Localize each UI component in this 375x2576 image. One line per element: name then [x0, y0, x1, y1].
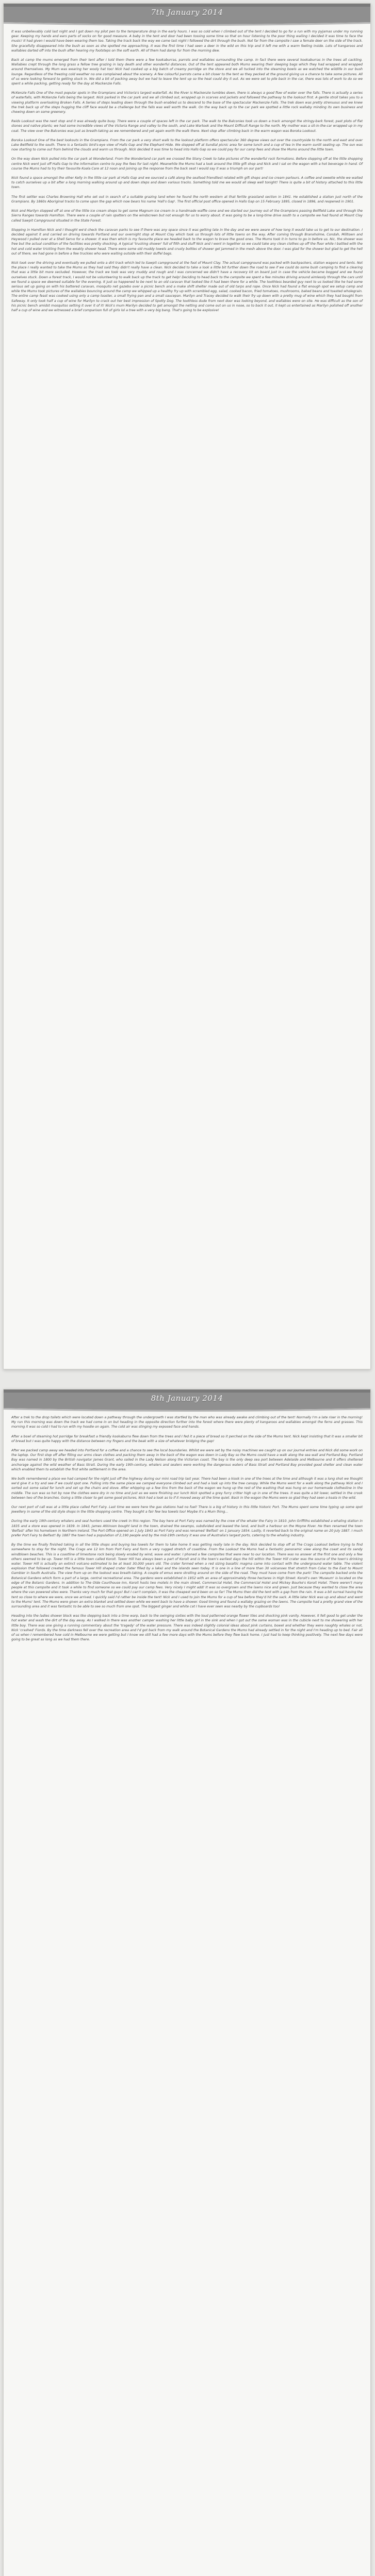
journal-paragraph: Boroka Lookout One of the best lookouts in the Grampians. From the car park a very short walk to the lookout platform offers spectacular 360 degree views out over the countryside to the north and east and over Lake Bellfield to the south. There is a fantastic bird's-eye view of Halls Gap and the Elephant Hide. We stopped off at Sundial picnic area for some lunch and a cup of tea in the warm sunlit seating up. The sun was now starting to come out from behind the clouds and warm us through. Nick decided it was time to head into Halls Gap so we could pay for our camp fees and show the Mums around the little town.: [11, 138, 363, 152]
journal-paragraph: We both remembered a place we had camped for the night just off the highway during our mini road trip last year. There had been a kiosk in one of the trees at the time and although it was a long shot we thought we'd give it a try and see if we could spot one. Pulling into the same place we camped everyone climbed out and had a look up into the tree canopy. While the Mums went for a walk along the pathway Nick and I sorted out some salad for lunch and set up the chairs and stove. After whipping up a few tins from the back of the wagon we hung up the rest of the washing that was hung on our homemade clothesline in the middle. The sun was so hot by now the clothes were dry in no time and just as we were finishing our lunch Nick spotted a grey furry critter high up in one of the trees. It was quite a bit lower, settled in the crook between two of the branches. Going a little closer to get some good pictures, Nick had a look as to if it moved away all the time quiet. Back in the wagon the Mums were so glad they had seen a koala in the wild.: [11, 1477, 363, 1500]
date-banner: [4, 4, 370, 26]
journal-paragraph: Nick took over the driving and eventually we pulled onto a dirt track which led to Sawpit campground at the foot of Mount Clay. The actual campground was packed with backpackers, station wagons and tents. Not the place I really wanted to take the Mums as they had said they didn't really have a clean. Nick decided to take a look a little bit further down the road to see if we could do some bush camping to find a clearing that was a little bit more secluded. However, the track we took was very muddy and rough and I was concerned we didn't have a recovery kit on board just in case the vehicle became bogged and we found ourselves stuck. Down a forest track, I would not be volunteering to walk back up the track to get help! Deciding to head back to the campsite we spent a few minutes driving around aimlessly through the cars until we found a space we deemed suitable for the evening. It just so happened to be next to an old caravan that looked like it had been there for a while. The toothless bearded guy next to us looked like he had some serious set up going on with his battered caravan, mosquito net gazebo over a picnic bench and a make shift shelter made out of old tarps and rope. Once Nick had found a flat enough spot we setup camp and while the Mums took pictures of the wallabies bouncing around the camp we whipped up a healthy fry up with scrambled egg, salad, cooked bacon, fried tomatoes, mushrooms, baked beans and toasted wholegrain. The entire camp feast was cooked using only a camp toaster, a small frying pan and a small saucepan. Marilyn and Tracey decided to walk their fry up down with a pretty mug of wine which they had bought from Safeway. It only took half a cup of wine for Marilyn to crack out her best impression of Spotty Dog. The toothless dude from next door was looking beyond, and wallabies were on site. He was difficult as the son of his picnic bench amidst mosquitos setting it over it of it! Nick's mum Marilyn decided to get amongst the netting and come out on us in nooe, so to back it out, it kept us entertained as Marilyn polished off another half a cup of wine and we witnessed a brief comparison full of girls lol a tree with a very big bang. That's going to be explosive!: [11, 261, 363, 312]
date-banner: [4, 1389, 370, 1412]
journal-paragraph: McKenzie Falls One of the most popular spots in the Grampians and Victoria's largest waterfall. As the River is Mackenzie tumbles down, there is always a good flow of water over the falls. There is actually a series of waterfalls, with McKenzie Falls being the largest. Nick parked in the car park and we all climbed out, wrapped up in scarves and jackets and followed the pathway to the lookout first. A gentle stroll takes you to a viewing platform overlooking Broken Falls. A Series of steps leading down through the bush enabled us to descend to the base of the spectacular Mackenzie Falls. The trek down was pretty strenuous and we knew the trek back up of the steps hugging the cliff face would be a challenge but the falls was well worth the walk. On the way back up to the car park we spotted a little rock wallaby minding its own business and chewing down on some greenery.: [11, 91, 363, 114]
journal-paragraph: Reids Lookout was the next stop and it was already quite busy. There were a couple of spaces left in the car park. The walk to the Balconies took us down a track amongst the stringy-bark forest, past plots of flat stones and native plants; we had some incredible views of the Victoria Range and valley to the south, and Lake Wartook and the Mount Difficult Range to the north. My mother was a sit-in-the-car wrapped up in my coat. The view over the Balconies was just as breath-taking as we remembered and yet again worth the walk there. Next stop after climbing back in the warm wagon was Boroka Lookout.: [11, 120, 363, 133]
journal-paragraph: It was unbelievably cold last night and I got down my pilot pen to the temperature drop in the early hours. I was so cold when I climbed out of the tent I decided to go for a run with my pyjamas under my running gear. Keeping my hands and ears parts of socks on for good measure. A baby in the tent and door had been tossing some time so that on hour listening to the poor thing wailing I decided it was time to face the music! It had given I would have been wearing them too. Taking the track back the way we came last night I followed the dirt through the bush. Not far from the campsite I saw a female deer on the side of the track. She gracefully disappeared into the bush as soon as she spotted me approaching. It was the first time I had seen a deer in the wild on this trip and it left me with a warm feeling inside. Lots of kangaroos and wallabies darted off into the bush after hearing my footsteps on the soft earth. All of them had damp fur from the morning dew.: [11, 30, 363, 53]
journal-paragraph: During the early 19th-century whalers and seal hunters used the creek in this region. The bay here at Port Fairy was named by the crew of the whaler the Fairy in 1810. John Griffiths established a whaling station in 1835 and a store was opened in 1839. In 1843, James Atkinson bought land in the town, drained the swamps, subdivided and leased the land, and built a harbour on the Moyne River. He then renamed the town 'Belfast' after his hometown in Northern Ireland. The Port Office opened on 1 July 1843 as Port Fairy and was renamed 'Belfast' on 1 January 1854. Lastly, it reverted back to the original name on 20 July 1887. I much prefer Port Fairy to Belfast! By 1887 the town had a population of 2,190 people and by the mid-19th century it was one of Australia's largest ports, catering to the whaling industry.: [11, 1519, 363, 1538]
journal-paragraph: The first settler was Charles Browning Hall who set out in search of a suitable grazing land when he found the north western at that fertile grassland section in 1841. He established a station just north of the Grampians. By 1860s Aboriginal tracks to come upon the gap which now bears his name 'Hall's Gap'. The first official post office opened in Halls Gap on 15 February 1895, closed in 1896, and reopened in 1901.: [11, 195, 363, 204]
journal-paragraph: Back at camp the mums emerged from their tent after I told them there were a few kookaburras, parrots and wallabies surrounding the camp. In fact there were several kookaburras in the trees all cackling. Wallabies crept through the long grass a fellow tree grazing in lazy death and other wonderful distances. Out of the tent appeared both Mums wearing their sleeping bags which they had wrapped and wrapped around themselves. My Mum was wearing her wooly hat too! Nick had cooked up a big batch of creamy porridge on the stove and we all tucked into the steaming bowls as we watched the wildlife in our bush lounge. Regardless of the freezing cold weather no one complained about the scenery. A few colourful parrots came a bit closer to the tent as they pecked at the ground giving us a chance to take some pictures. All of us were looking forward to getting stuck in. We did a bit of packing away but we had to leave the tent up so the heat could dry it out. As we were set to pile back in the car, there was lots of work to do so we spent a while packing, getting ready for the day at Mackenzie Falls.: [11, 58, 363, 86]
journal-page-1: [3, 3, 371, 1369]
journal-body: [11, 29, 363, 317]
page-date-title: 8th January 2014: [151, 1394, 223, 1403]
journal-paragraph: After we packed camp away we headed into Portland for a coffee and a chance to see the local boundaries. Whilst we were set by the noisy machines we caught up on our journal entries and Nick did some work on the laptop. Our first stop off after filling our arms clean clothes and packing them away in the back of the wagon was down in Lady Bay so the Mums could have a walk along the sea wall and Portland Bay. Portland Bay was named in 1800 by the British navigator James Grant, who sailed in the Lady Nelson along the Victorian coast. The bay is the only deep sea port between Adelaide and Melbourne and it offers sheltered anchorage against the wild weather of Bass Strait. During the early 19th-century, whalers and sealers were working the dangerous waters of Bass Strait and Portland Bay provided good shelter and clean water which enabled them to establish the first white settlement in the area.: [11, 1449, 363, 1471]
page-date-title: 7th January 2014: [151, 8, 223, 17]
journal-page-2: [3, 1389, 371, 2576]
journal-paragraph: After a trek to the drop toilets which were located down a pathway through the undergrowth I was startled by the man who was already awake and climbing out of the tent! Normally I'm a late riser in the morning! My run this morning was down the track we had come in on but heading in the opposite direction further into the forest where there were plenty of kangaroos and wallabies amongst the ferns and grasses. This morning it was so cold I had to run with my hoodie on again. The cold air was stinging my exposed face and hands.: [11, 1416, 363, 1429]
journal-paragraph: Nick found a space amongst the other Kelly in the little car park at Halls Gap and we sourced a café along the seafood friendliest related with gift shops and ice cream parlours. A coffee and sweetie while we waited to catch ourselves up a bit after a long morning walking around up and down steps and down various tracks. Something told me we would all sleep well tonight! There is quite a bit of history attached to this little town.: [11, 176, 363, 190]
journal-paragraph: Our next port of call was at a little place called Port Fairy. Last time we were here the gas stations had no fuel! There is a big of history in this little historic Port. The Mums spent some time typing up some spot jewellery in some of the old style shops in the little shopping centre. They bought a fair few tea towels too! Maybe it's a Mum thing...: [11, 1505, 363, 1514]
journal-paragraph: Stopping in Hamilton Nick and I thought we'd check the caravan parks to see if there was any space since it was getting late in the day and we were aware of how long it would take us to get to our destination. I decided against it and carried on driving towards Portland and our overnight stop at Mount Clay which took us through lots of little towns on the way. After coming through Branxholme, Condah, Milltown and Heywood I pulled over at a Shell Servo for a shower. It was then which is my favourite place we headed back to the wagon to brave the good ones. The Mums took it in turns to go in before us. Nic, the shower was free but the actual condition of the facilities was pretty shocking. A typical 'trucking shower' full of filth and stuff Nick and I went in together so we could take any clean clothes up off the floor while I battled with the hot and cold water trickling from the weakly shower head. There were some old muddy towels and crusty bottles of shower gel jammed in the mesh above the door. I was glad for the shower but glad to get the hell out of there, we had gone in before a few truckies who were waiting outside with their duffel bags.: [11, 228, 363, 256]
journal-paragraph: By the time we finally finished taking in all the little shops and buying tea towels for them to take home it was getting really late in the day. Nick decided to stop off at The Crags Lookout before trying to find somewhere to stay for the night. The Crags are 12 km from Port Fairy and form a very rugged stretch of coastline. From the Lookout the Mums had a fantastic panoramic view along the coast and its sandy windblown beaches. This is a coastline of limestone rock being slowly eroded by wind, wave and water. I phoned a few campsites that were near to our location. There was no answer at the first one and only a few others seemed to be up. Tower Hill is a little town called Koroit. Tower Hill has always been a part of Koroit and is the town's earliest days the hill within the Tower Hill crater was the source of the town's drinking water. Tower Hill is actually an extinct volcano estimated to be at least 30,000 years old. The crater formed when a red sizing basaltic magma came into contact with the underground water table. The violent explosion that followed created the famous Tower Hill shaped crater (later filled by a lake) and the islands seen today. It is one in a line of more than 30 volcanoes that stretch from Colac to the East to Mount Gambier in South Australia. The view from up on the lookout was breath-taking. A couple of emus were strolling around on the side of the road. They must have come from the park! The campsite backed onto the Botanical Gardens which form a part of a large, central recreational area. The gardens were established in 1852 with an area of approximately three hectares in High Street. Koroit's own 'Museum' is located on the edge of the Botanic Gardens. In addition to The Olde Courthouse Inn, Koroit hosts two motels in the main street, Commercial Hotel, the Commercial Hotel and Mickey Bourke's Koroit Hotel. There weren't many people at this campsite and it took a while to find someone so we could pay our camp fees. Very nicely I might add! It was so overgrown and the lawns nice and green. Just because they wanted to close the area where the van powered sites were. Thanks very much for that guys! But I can't complain, it was the cheapest we'd been on so far! The Mums then did the tent with a gap from the rain. It was a bit surreal having the tent so close to where we were, once we arrived. I quickly said I'd rather be inside the tent! Nick and I used to join the Mums for a cup of tea before they'd hit the sack. A little later Nick was up and about and went to the Mums' tent. The Mums were given an extra blanket and settled down while we went back to have a shower. Good timing and found a wallaby grazing on the lawns. The campsite had a pretty grand view of the surrounding area and it was fantastic to be able to see so much from one spot. The biggest ginger and white cat I have ever seen was nearby by the cupboards too!: [11, 1543, 363, 1608]
journal-paragraph: On the way down Nick pulled into the car park at Wonderland. From the Wonderland car park we crossed the Stony Creek to take pictures of the wonderful rock formations. Before stopping off at the little shopping centre Nick went just off Halls Gap to the information centre to pay the fees for last night. Meanwhile the Mums had a look around the little gift shop and Nick and I sat on the wagon with a hot beverage in hand. Of course the Mums had to try their favourite Koala Care at 12 noon and joining up the response from the back seat I would say it was a triumph on our part!: [11, 157, 363, 171]
journal-paragraph: After a bowl of steaming hot porridge for breakfast a friendly kookaburra flew down from the trees and I fed it a piece of bread so it perched on the side of the Mums tent. Nick kept insisting that it was a smaller bit of bread but I was quite happy with the distance between my fingers and the beak with a size of whatever bridging the gap!: [11, 1434, 363, 1443]
journal-body: [11, 1415, 363, 1647]
journal-paragraph: Nick and Marilyn stopped off at one of the little ice cream shops to get some Magnum ice cream in a handmade waffle cone and we started our journey out of the Grampians passing Bellfield Lake and through the Sierra Ranges towards Hamilton. There were a couple of rain spatters on the windscreen but not enough for us to worry about. It was going to be a long-time drive south to a campsite we had found at Mount Clay called Sawpit Campground situated in the State Forest.: [11, 209, 363, 223]
journal-paragraph: Heading into the ladies shower block was like stepping back into a time warp, back to the swinging sixties with the loud patterned orange flower tiles and shocking pink vanity. However, it felt good to get under the hot water and wash the dirt of the day away. As I walked in there was another camper washing her little baby girl in the sink and when I got out the same woman was in the cubicle next to me showering with her little boy. There was one giving a running commentary about the 'tragedy' of the water pressure. There was indeed slightly colonial ideas about pink curtains, bowel and whether they were naughty whales or not, Nick 'crashed' Fiords. By the time darkness fell over the recreation area and I'd got back from my walk around the Botanical Gardens the Mums had already settled in for the night and I'm heading up to bed. Fair all of us when I remembered how cold in Melbourne we were getting but I know we still had a few more days with the Mums before they flew back home. I just had to keep thinking positively. The next few days were going to be great as long as we had them there.: [11, 1614, 363, 1642]
